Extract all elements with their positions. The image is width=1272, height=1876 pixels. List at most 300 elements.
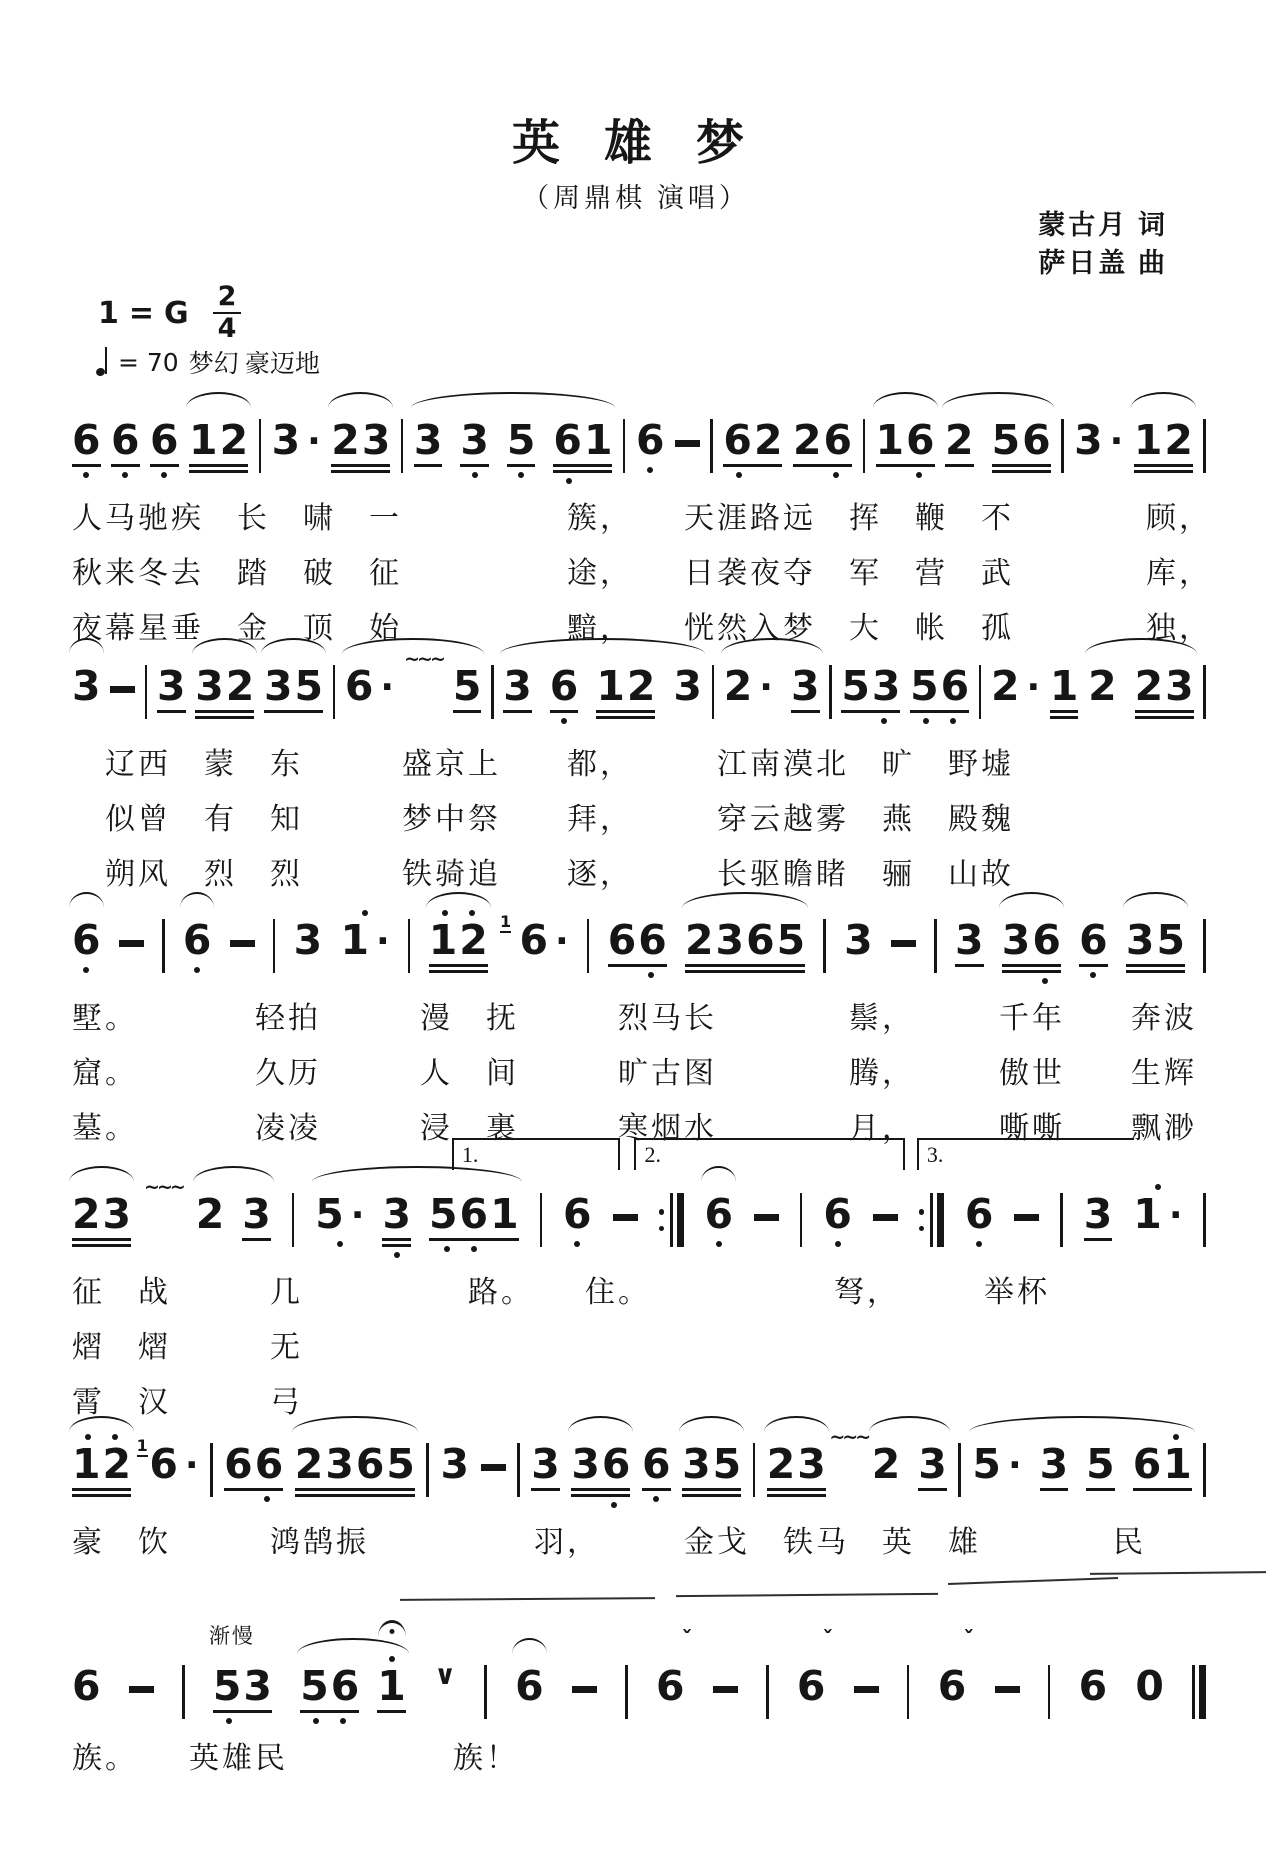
note-digit: 6: [655, 1662, 685, 1710]
note-digit: 3: [263, 662, 293, 710]
note: [991, 652, 1040, 722]
note-digit-row: [641, 1440, 671, 1488]
note-digit-row: [428, 916, 488, 964]
key-value: G: [164, 295, 189, 331]
note-digit-row: [519, 916, 569, 964]
note-digit: 3: [325, 1440, 354, 1488]
beam-line: [910, 710, 969, 713]
note-digit: 6: [459, 1190, 489, 1238]
octave-dot: [112, 1434, 118, 1440]
note: [823, 1180, 852, 1250]
grace-note: [137, 1438, 148, 1457]
beam-lines: [429, 1238, 519, 1241]
duration-dot: ·: [1168, 1195, 1183, 1236]
note-digit: 5: [972, 1440, 1001, 1488]
beam-lines: [111, 464, 140, 467]
beam-lines: [195, 710, 254, 719]
beam-line: [841, 710, 900, 713]
slurred-group: [414, 406, 613, 488]
beam-lines: [596, 710, 655, 719]
note-digit: 6: [635, 416, 665, 464]
beam-line: [682, 1488, 741, 1491]
note-digit-row: [1086, 1440, 1115, 1488]
beam-line: [195, 716, 254, 719]
slurred-group: [344, 648, 482, 728]
beam-line: [682, 1494, 741, 1497]
note: [382, 1180, 411, 1262]
tempo-value: = 70: [118, 347, 179, 377]
duration-dot: ·: [554, 921, 569, 962]
note-digit-row: [440, 1440, 470, 1488]
note-digit: 3: [243, 1662, 272, 1710]
octave-dot-slot: [972, 1487, 1021, 1500]
note-digit: 6: [1032, 916, 1061, 964]
beam-line: [1050, 710, 1079, 713]
note-digit-row: [340, 916, 390, 964]
beam-line: [596, 710, 655, 713]
volta-label: 3.: [926, 1142, 944, 1167]
octave-dot-slot: [183, 963, 212, 976]
octave-dot: [736, 472, 742, 478]
octave-dot: [226, 1718, 232, 1724]
note-digit-row: [1133, 416, 1193, 464]
note-digit-row: [1039, 1440, 1069, 1488]
key-label: 1: [98, 295, 119, 331]
beam-line: [72, 464, 101, 467]
octave-dot-slot: [295, 1499, 415, 1512]
octave-dot-slot: [1079, 1709, 1108, 1722]
note-digit: 5: [212, 1662, 242, 1710]
note-digit: 6: [224, 1440, 253, 1488]
note-digit: 6: [638, 916, 667, 964]
note-digit: 3: [72, 662, 101, 710]
lyric-line: 夜幕星垂 金 顶 始 黯， 恍然入梦 大 帐 孤 独，: [72, 611, 1212, 645]
beamed-note-group: [224, 1430, 283, 1506]
note-digit: 1: [1133, 1190, 1162, 1238]
beam-line: [331, 464, 390, 467]
barline: [210, 1443, 213, 1497]
beam-line: [300, 1710, 359, 1713]
note-digit: 2: [766, 1440, 796, 1488]
octave-dot-slot: [1079, 969, 1108, 982]
beam-line: [992, 464, 1051, 467]
note-digit: 0: [1135, 1662, 1164, 1710]
octave-dot: [471, 1246, 477, 1252]
octave-dot: [566, 478, 572, 484]
barline: [1203, 1193, 1206, 1247]
barline: [491, 665, 494, 719]
note-digit-row: [571, 1440, 631, 1488]
octave-dot-slot: [844, 963, 873, 976]
music-system-2: [72, 618, 1206, 899]
note-digit: 3: [413, 416, 443, 464]
octave-dot-cell: [906, 472, 931, 478]
note-digit-row: [263, 662, 324, 710]
octave-dot: [611, 1502, 617, 1508]
note-digit-row: [655, 1662, 685, 1710]
octave-dot: [362, 910, 368, 916]
octave-dot-slot: [793, 469, 852, 482]
octave-dot-slot: [195, 721, 254, 734]
slurred-group: [1088, 652, 1194, 734]
beamed-note-group: [331, 406, 390, 488]
beam-line: [453, 710, 482, 713]
duration-dot: ·: [350, 1195, 365, 1236]
note: [340, 906, 389, 976]
key-signature: [98, 282, 241, 344]
beam-lines: [503, 710, 532, 713]
duration-dot: ·: [1109, 421, 1124, 462]
duration-dash: [675, 440, 700, 447]
note-digit-row: [72, 416, 101, 464]
note-digit-row: [635, 416, 665, 464]
octave-dot: [835, 1241, 841, 1247]
octave-dot-slot: [519, 963, 568, 976]
volta-bracket-1: [452, 1138, 620, 1170]
octave-dot-slot: [382, 1249, 411, 1262]
lyric-line: 熠 熠 无: [72, 1330, 303, 1364]
note-digit: 1: [1049, 662, 1079, 710]
note-digit-row: [72, 1190, 132, 1238]
octave-dot-slot: [938, 1709, 967, 1722]
octave-dot-slot: [157, 715, 186, 728]
barline: [979, 665, 982, 719]
note-digit-row: [682, 1440, 742, 1488]
note-digit: 3: [195, 662, 224, 710]
octave-dot-slot: [685, 975, 805, 988]
note-digit-row: [841, 662, 901, 710]
beamed-note-group: [841, 652, 900, 728]
note-digit: 6: [723, 416, 752, 464]
note-digit-row: [460, 416, 489, 464]
note: [1050, 652, 1079, 734]
octave-dot-slot: [992, 475, 1051, 488]
beamed-note-group: [1134, 406, 1193, 488]
beam-line: [189, 464, 248, 467]
note: [655, 1628, 693, 1722]
barline-thin: [930, 1193, 933, 1247]
beam-line: [189, 470, 248, 473]
beam-line: [72, 1494, 131, 1497]
beam-line: [382, 1238, 411, 1241]
duration-dash: [110, 686, 135, 693]
barline: [1203, 419, 1206, 473]
note-digit: 3: [242, 1190, 271, 1238]
lyricist-credit: 蒙古月 词: [1038, 210, 1168, 240]
repeat-end-barline: [659, 1193, 684, 1247]
octave-dot-cell: [602, 1502, 627, 1508]
barline: [823, 919, 826, 973]
note-digit: 6: [823, 1190, 852, 1238]
beam-lines: [72, 1238, 131, 1247]
octave-dot-slot: [723, 469, 782, 482]
note-digit-row: [72, 1440, 132, 1488]
duration-dash: [1014, 1214, 1039, 1221]
octave-dot-slot: [515, 1709, 544, 1722]
beam-line: [157, 710, 186, 713]
note-digit: 6: [823, 416, 853, 464]
barline: [540, 1193, 543, 1247]
note-digit: 2: [1088, 662, 1117, 710]
note: [183, 906, 212, 976]
beamed-note-group: [1135, 652, 1194, 734]
octave-dot-slot: [150, 469, 179, 482]
note-digit-row: [1001, 916, 1061, 964]
note-digit: 5: [300, 1662, 329, 1710]
note-digit: 5: [294, 662, 324, 710]
octave-dot-cell: [76, 1434, 101, 1440]
octave-dot: [950, 718, 956, 724]
note-digit: 2: [945, 416, 974, 464]
note: [1079, 906, 1108, 982]
beam-line: [596, 716, 655, 719]
note: [1133, 1180, 1182, 1250]
note: [72, 906, 101, 976]
note-digit-row: [796, 1662, 826, 1710]
note: [791, 652, 820, 728]
beam-line: [553, 464, 612, 467]
duration-dot: ·: [375, 921, 390, 962]
beamed-note-group: [685, 906, 805, 988]
octave-dot-cell: [1032, 978, 1057, 984]
repeat-dots: [919, 1209, 925, 1231]
note-digit: 6: [553, 416, 582, 464]
note-digit-row: [300, 1662, 360, 1710]
note: [345, 652, 394, 722]
beam-line: [1134, 464, 1193, 467]
beam-line: [111, 464, 140, 467]
beam-lines: [793, 464, 852, 467]
octave-dot-slot: [213, 1715, 272, 1728]
note-digit-row: [195, 1190, 225, 1238]
note-digit: 6: [937, 1662, 967, 1710]
note: [1086, 1430, 1115, 1506]
note-digit-row: [937, 1662, 967, 1710]
note-digit: 2: [1134, 662, 1164, 710]
notation-line: [72, 1396, 1206, 1512]
beam-line: [1002, 964, 1061, 967]
note-digit-row: [1074, 416, 1124, 464]
octave-dot-slot: [642, 1493, 671, 1506]
note-digit-row: [344, 662, 395, 710]
note-digit: 6: [182, 916, 212, 964]
beamed-note-group: [608, 906, 667, 982]
barline: [766, 1665, 769, 1719]
beamed-note-group: [992, 406, 1051, 488]
note-digit-row: [189, 416, 249, 464]
beam-lines: [1002, 964, 1061, 973]
note-digit: 1: [596, 662, 625, 710]
grace-note: [500, 914, 511, 933]
barline: [273, 919, 276, 973]
beam-line: [72, 1244, 131, 1247]
beamed-note-group: [876, 406, 935, 482]
meter-numerator: 2: [213, 282, 242, 314]
note: [945, 406, 974, 482]
octave-dot-cell: [461, 1246, 486, 1252]
note-digit: 3: [790, 662, 820, 710]
beamed-note-group: [72, 1180, 131, 1262]
beam-lines: [992, 464, 1051, 473]
note-digit-row: [315, 1190, 365, 1238]
note-digit: 3: [571, 1440, 600, 1488]
note: [315, 1180, 364, 1250]
beam-lines: [642, 1488, 671, 1491]
beamed-note-group: [571, 1430, 630, 1512]
repeat-dot: [659, 1209, 665, 1215]
beam-line: [1079, 964, 1108, 967]
beam-line: [331, 470, 390, 473]
barline: [259, 419, 262, 473]
final-barline: [1192, 1665, 1206, 1719]
octave-dot-cell: [459, 910, 484, 916]
beamed-note-group: [1133, 1430, 1192, 1506]
octave-dot-slot: [841, 715, 900, 728]
note: [460, 406, 489, 482]
note-digit-row: [766, 1440, 826, 1488]
note-digit: 6: [150, 416, 179, 464]
barline: [1048, 1665, 1051, 1719]
barline: [1203, 665, 1206, 719]
note-digit-row: [293, 916, 323, 964]
slurred-group: [315, 1180, 518, 1262]
note: [965, 1180, 994, 1250]
octave-dot-slot: [72, 1709, 101, 1722]
beam-lines: [414, 464, 443, 467]
beamed-note-group: [767, 1430, 826, 1512]
note-digit: 6: [519, 916, 548, 964]
octave-dot: [833, 472, 839, 478]
note-digit: 2: [990, 662, 1020, 710]
octave-dot: [1090, 972, 1096, 978]
note-digit: 3: [1125, 916, 1155, 964]
beam-lines: [460, 464, 489, 467]
note-digit: 6: [330, 1662, 360, 1710]
octave-dot-slot: [149, 1487, 198, 1500]
note: [1074, 406, 1123, 476]
note-digit-row: [972, 1440, 1022, 1488]
beam-lines: [1134, 464, 1193, 473]
note-digit-row: [1088, 662, 1117, 710]
beam-lines: [150, 464, 179, 467]
beam-lines: [213, 1710, 272, 1713]
beam-lines: [264, 710, 323, 713]
note: [724, 652, 773, 722]
octave-dot-slot: [72, 963, 101, 976]
octave-dot: [647, 467, 653, 473]
note-digit: 3: [1039, 1440, 1069, 1488]
music-system-4: [72, 1142, 1206, 1427]
slurred-group: [196, 1180, 271, 1256]
beam-line: [723, 464, 782, 467]
notation-line: [72, 872, 1206, 988]
barline: [1203, 1443, 1206, 1497]
octave-dot-cell: [824, 472, 849, 478]
lyric-line: 墓。 凌凌 浸 裏 寒烟水 月， 嘶嘶 飘渺: [72, 1111, 1197, 1145]
octave-dot: [337, 1241, 343, 1247]
note: [515, 1652, 544, 1722]
lyric-line: 豪 饮 鸿鹄振 羽， 金戈 铁马 英 雄 民: [72, 1525, 1146, 1559]
beam-line: [195, 710, 254, 713]
beam-line: [791, 710, 820, 713]
beam-lines: [571, 1488, 630, 1497]
duration-dash: [713, 1686, 738, 1693]
barline: [162, 919, 165, 973]
beam-line: [295, 1488, 415, 1491]
octave-dot-slot: [965, 1237, 994, 1250]
tremolo-ornament: ~~~: [144, 1176, 183, 1198]
note-digit: 1: [583, 416, 613, 464]
octave-dot: [85, 1434, 91, 1440]
beam-line: [72, 1238, 131, 1241]
note-digit: 2: [626, 662, 656, 710]
note-digit-row: [212, 1662, 272, 1710]
beamed-note-group: [553, 406, 612, 488]
duration-dot: ·: [1007, 1445, 1022, 1486]
beam-line: [955, 964, 984, 967]
note-digit-row: [964, 1190, 994, 1238]
note-digit-row: [150, 416, 179, 464]
note-digit-row: [382, 1190, 412, 1238]
octave-dot: [1042, 978, 1048, 984]
beamed-note-group: [208, 1624, 272, 1728]
barline: [484, 1665, 487, 1719]
note-digit: 3: [271, 416, 301, 464]
beam-line: [767, 1494, 826, 1497]
beam-lines: [791, 710, 820, 713]
octave-dot-slot: [1084, 1243, 1113, 1256]
octave-dot-cell: [304, 1718, 329, 1724]
beam-line: [264, 710, 323, 713]
note-digit: 2: [331, 416, 360, 464]
note-digit-row: [157, 662, 186, 710]
octave-dot-cell: [941, 718, 966, 724]
time-signature: [213, 282, 242, 344]
note-digit-row: [875, 416, 935, 464]
note-digit-row: [955, 916, 984, 964]
octave-dot-slot: [340, 963, 389, 976]
octave-dot-cell: [638, 972, 663, 978]
volta-label: 1.: [461, 1142, 479, 1167]
beam-line: [550, 710, 579, 713]
barline: [182, 1665, 185, 1719]
octave-dot-slot: [636, 463, 665, 476]
grace-note-digit: 1: [500, 912, 512, 931]
note: [150, 406, 179, 482]
barline: [1203, 919, 1206, 973]
note-digit: 6: [111, 416, 140, 464]
octave-dot-slot: [300, 1715, 359, 1728]
note-digit: 6: [704, 1190, 734, 1238]
note-digit: 3: [844, 916, 873, 964]
octave-dot-slot: [72, 1249, 131, 1262]
note-digit: 3: [460, 416, 489, 464]
note: [937, 1628, 975, 1722]
note: [955, 906, 984, 982]
tempo-change-label: 渐慢: [208, 1624, 255, 1648]
octave-dot: [83, 472, 89, 478]
beam-lines: [300, 1710, 359, 1713]
octave-dot-cell: [216, 1718, 241, 1724]
duration-dash: [873, 1214, 898, 1221]
lyric-line: 秋来冬去 踏 破 征 途， 日袭夜夺 军 营 武 库，: [72, 556, 1212, 590]
octave-dot-slot: [72, 1499, 131, 1512]
beam-lines: [955, 964, 984, 967]
note: [503, 652, 532, 728]
note-digit: 3: [102, 1190, 132, 1238]
octave-dot-slot: [724, 709, 773, 722]
barline: [517, 1443, 520, 1497]
